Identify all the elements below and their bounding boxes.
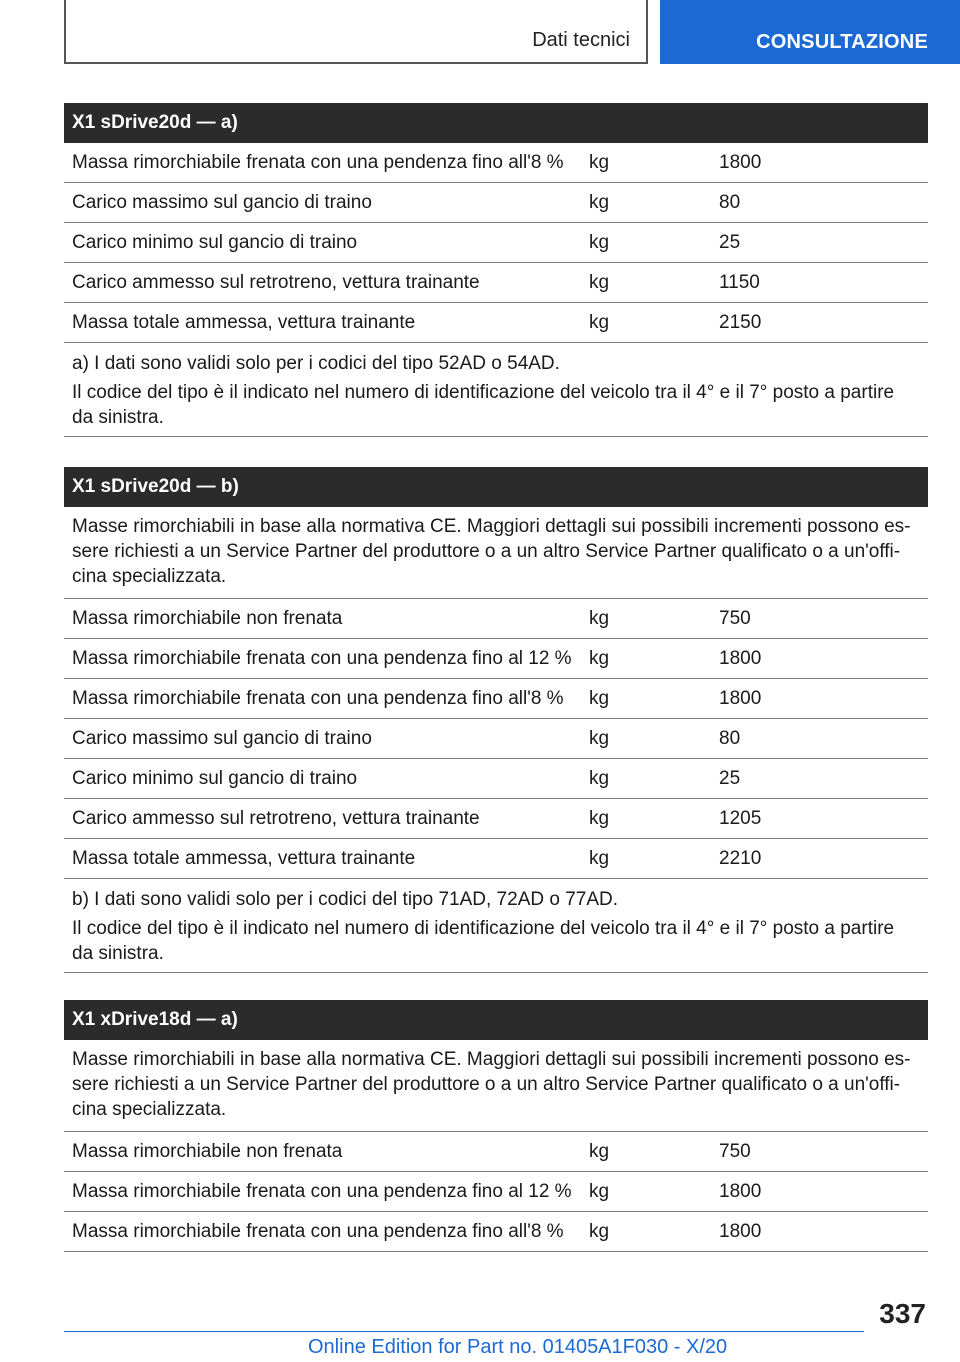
row-label: Massa rimorchiabile frenata con una pendenza fino all'8 % — [72, 152, 564, 173]
row-unit: kg — [589, 1221, 610, 1242]
table-row — [64, 223, 928, 263]
row-unit: kg — [589, 1181, 610, 1202]
table-title: X1 sDrive20d — b) — [64, 467, 928, 507]
row-value: 80 — [719, 728, 741, 749]
row-unit: kg — [589, 272, 610, 293]
row-label: Massa rimorchiabile frenata con una pendenza fino al 12 % — [72, 648, 572, 669]
table-footnote — [64, 343, 928, 437]
footer-edition-text: Online Edition for Part no. 01405A1F030 - X/20 — [308, 1336, 728, 1358]
row-value: 750 — [719, 608, 751, 629]
row-label: Massa rimorchiabile non frenata — [72, 608, 343, 629]
row-unit: kg — [589, 152, 610, 173]
header-chapter-tab[interactable] — [660, 0, 960, 64]
row-label: Massa rimorchiabile frenata con una pendenza fino all'8 % — [72, 1221, 564, 1242]
footer-divider — [64, 1331, 864, 1332]
row-label: Massa totale ammessa, vettura trainante — [72, 848, 416, 869]
row-label: Carico massimo sul gancio di traino — [72, 728, 372, 749]
table-row — [64, 183, 928, 223]
row-label: Carico minimo sul gancio di traino — [72, 232, 358, 253]
row-unit: kg — [589, 312, 610, 333]
row-value: 80 — [719, 192, 741, 213]
table-row — [64, 799, 928, 839]
row-unit: kg — [589, 608, 610, 629]
row-unit: kg — [589, 728, 610, 749]
table-row — [64, 1212, 928, 1252]
row-label: Carico massimo sul gancio di traino — [72, 192, 372, 213]
spec-table-xdrive18d-a — [64, 1000, 928, 1252]
row-label: Massa rimorchiabile non frenata — [72, 1141, 343, 1162]
row-unit: kg — [589, 688, 610, 709]
table-row — [64, 1172, 928, 1212]
row-value: 25 — [719, 768, 741, 789]
spec-table-sdrive20d-b — [64, 467, 928, 973]
footnote-line: Il codice del tipo è il indicato nel numero di identificazione del veicolo tra il 4° e il 7° posto a partire da sinistra. — [72, 382, 895, 428]
row-value: 25 — [719, 232, 741, 253]
header-section-title: Dati tecnici — [532, 29, 630, 51]
row-unit: kg — [589, 768, 610, 789]
row-unit: kg — [589, 848, 610, 869]
table-title: X1 xDrive18d — a) — [64, 1000, 928, 1040]
row-value: 2150 — [719, 312, 762, 333]
row-value: 750 — [719, 1141, 751, 1162]
table-row — [64, 143, 928, 183]
table-row — [64, 1132, 928, 1172]
table-row — [64, 759, 928, 799]
table-intro: Masse rimorchiabili in base alla normativa CE. Maggiori dettagli sui possibili incrementi possono es-sere richiesti a un Service Partner del produttore o a un altro Service Partner qualificato o a un'offi-cina specializzata. — [64, 507, 928, 599]
row-unit: kg — [589, 192, 610, 213]
table-row — [64, 679, 928, 719]
table-row — [64, 263, 928, 303]
table-row — [64, 303, 928, 343]
row-label: Massa rimorchiabile frenata con una pendenza fino all'8 % — [72, 688, 564, 709]
footnote-line: b) I dati sono validi solo per i codici del tipo 71AD, 72AD o 77AD. — [72, 889, 619, 910]
row-value: 1800 — [719, 688, 762, 709]
row-value: 1205 — [719, 808, 762, 829]
page-number: 337 — [879, 1298, 926, 1329]
row-value: 1800 — [719, 648, 762, 669]
table-row — [64, 839, 928, 879]
row-unit: kg — [589, 808, 610, 829]
table-row — [64, 639, 928, 679]
footnote-line: Il codice del tipo è il indicato nel numero di identificazione del veicolo tra il 4° e il 7° posto a partire da sinistra. — [72, 918, 895, 964]
row-label: Carico ammesso sul retrotreno, vettura trainante — [72, 272, 480, 293]
row-value: 1150 — [719, 272, 760, 293]
spec-table-sdrive20d-a — [64, 103, 928, 437]
row-label: Massa rimorchiabile frenata con una pendenza fino al 12 % — [72, 1181, 572, 1202]
table-row — [64, 599, 928, 639]
table-title: X1 sDrive20d — a) — [64, 103, 928, 143]
row-value: 2210 — [719, 848, 762, 869]
table-row — [64, 719, 928, 759]
row-unit: kg — [589, 232, 610, 253]
row-label: Carico ammesso sul retrotreno, vettura trainante — [72, 808, 480, 829]
row-label: Carico minimo sul gancio di traino — [72, 768, 358, 789]
table-intro: Masse rimorchiabili in base alla normativa CE. Maggiori dettagli sui possibili incrementi possono es-sere richiesti a un Service Partner del produttore o a un altro Service Partner qualificato o a un'offi-cina specializzata. — [64, 1040, 928, 1132]
row-value: 1800 — [719, 1181, 762, 1202]
row-unit: kg — [589, 648, 610, 669]
row-value: 1800 — [719, 152, 762, 173]
header-chapter-label: CONSULTAZIONE — [756, 31, 928, 53]
row-label: Massa totale ammessa, vettura trainante — [72, 312, 416, 333]
header-section-box — [64, 0, 648, 64]
row-value: 1800 — [719, 1221, 762, 1242]
footnote-line: a) I dati sono validi solo per i codici del tipo 52AD o 54AD. — [72, 353, 560, 374]
table-footnote — [64, 879, 928, 973]
row-unit: kg — [589, 1141, 610, 1162]
